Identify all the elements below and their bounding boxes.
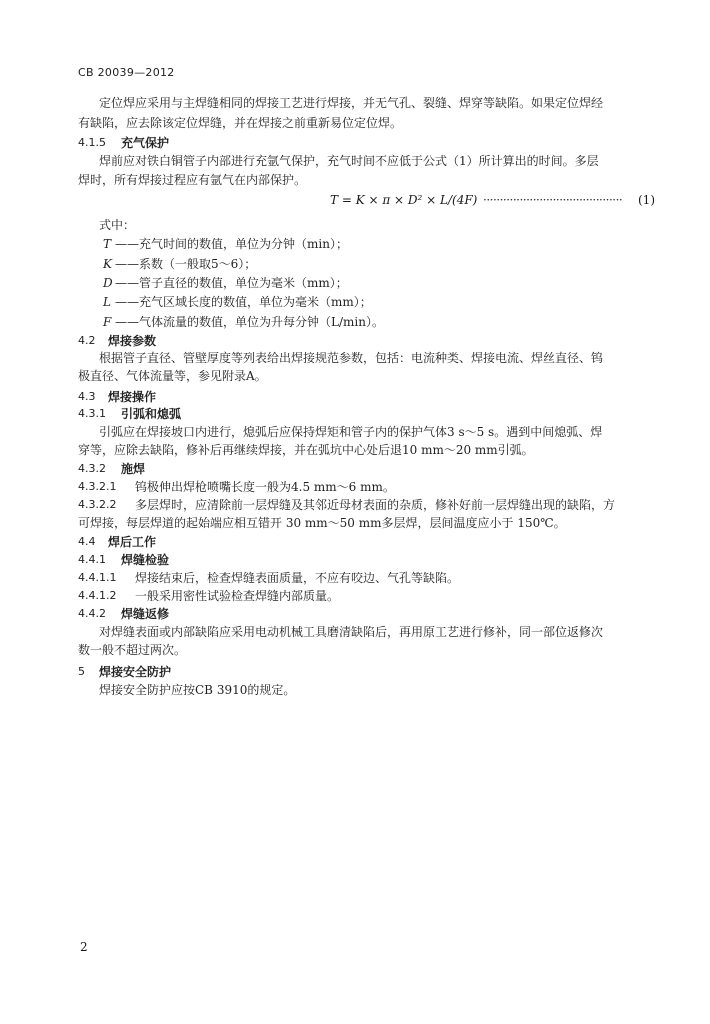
section-title: 焊接参数: [108, 334, 157, 348]
variable-definition: [103, 314, 384, 330]
formula: T = K × π × D² × L/(4F): [330, 193, 478, 207]
variable-definition: [103, 236, 348, 252]
variable-description: ——充气时间的数值，单位为分钟（min）；: [115, 237, 348, 251]
paragraph-line: 极直径、气体流量等，参见附录A。: [78, 369, 267, 383]
paragraph-line: 焊前应对铁白铜管子内部进行充氩气保护，充气时间不应低于公式（1）所计算出的时间。多层: [99, 154, 599, 168]
variable-description: ——气体流量的数值，单位为升每分钟（L/min）。: [115, 315, 384, 329]
section-number: 4.1.5: [78, 136, 106, 149]
paragraph-line: 引弧应在焊接坡口内进行，熄弧后应保持焊矩和管子内的保护气体3 s～5 s。遇到中间熄弧、焊: [99, 425, 603, 439]
paragraph-line: 根据管子直径、管壁厚度等列表给出焊接规范参数，包括：电流种类、焊接电流、焊丝直径、钨: [99, 351, 604, 365]
section-number: 4.4.1.2: [78, 589, 117, 602]
variable-definition: [103, 256, 256, 272]
where-label: 式中：: [99, 218, 136, 232]
variable-definition: [103, 275, 348, 291]
section-title: 施焊: [121, 462, 146, 476]
variable-description: ——系数（一般取5～6）；: [115, 257, 257, 271]
formula-leader-dots: ··········································: [483, 193, 623, 207]
paragraph-line: 一般采用密性试验检查焊缝内部质量。: [135, 589, 340, 603]
paragraph-line: 钨极伸出焊枪喷嘴长度一般为4.5 mm～6 mm。: [135, 480, 395, 494]
section-title: 焊缝检验: [121, 553, 170, 567]
variable-symbol: L: [103, 295, 111, 309]
section-number: 4.4.1: [78, 553, 106, 566]
section-number: 4.4.2: [78, 607, 106, 620]
paragraph-line: 可焊接，每层焊道的起始端应相互错开 30 mm～50 mm多层焊，层间温度应小于 150℃。: [78, 516, 566, 530]
section-number: 4.4.1.1: [78, 571, 117, 584]
section-number: 5: [78, 665, 85, 678]
variable-symbol: K: [103, 257, 112, 271]
variable-description: ——管子直径的数值，单位为毫米（mm）；: [115, 276, 348, 290]
paragraph-line: 定位焊应采用与主焊缝相同的焊接工艺进行焊接，并无气孔、裂缝、焊穿等缺陷。如果定位焊经: [99, 96, 604, 110]
section-number: 4.3.1: [78, 407, 106, 420]
paragraph-line: 焊时，所有焊接过程应有氩气在内部保护。: [78, 173, 307, 187]
paragraph-line: 多层焊时，应清除前一层焊缝及其邻近母材表面的杂质，修补好前一层焊缝出现的缺陷，方: [135, 498, 616, 512]
paragraph-line: 数一般不超过两次。: [78, 643, 187, 657]
variable-symbol: T: [103, 237, 112, 251]
section-number: 4.4: [78, 535, 96, 548]
section-title: 焊接安全防护: [99, 665, 172, 679]
standard-code-header: CB 20039—2012: [78, 66, 175, 79]
section-number: 4.2: [78, 334, 96, 347]
paragraph-line: 有缺陷，应去除该定位焊缝，并在焊接之前重新易位定位焊。: [78, 116, 403, 130]
section-title: 引弧和熄弧: [121, 407, 182, 421]
section-number: 4.3.2.1: [78, 480, 117, 493]
variable-definition: [103, 294, 372, 310]
section-number: 4.3.2: [78, 462, 106, 475]
equation-number: (1): [638, 193, 655, 207]
section-number: 4.3.2.2: [78, 498, 117, 511]
paragraph-line: 对焊缝表面或内部缺陷应采用电动机械工具磨清缺陷后，再用原工艺进行修补，同一部位返修次: [99, 625, 604, 639]
section-title: 焊缝返修: [121, 607, 170, 621]
section-title: 充气保护: [121, 136, 170, 150]
page-number: 2: [80, 940, 88, 954]
variable-symbol: F: [103, 315, 112, 329]
paragraph-line: 焊接结束后，检查焊缝表面质量，不应有咬边、气孔等缺陷。: [135, 571, 460, 585]
section-title: 焊接操作: [108, 390, 157, 404]
variable-symbol: D: [103, 276, 113, 290]
paragraph-line: 穿等，应除去缺陷，修补后再继续焊接，并在弧坑中心处后退10 mm～20 mm引弧。: [78, 443, 534, 457]
section-number: 4.3: [78, 390, 96, 403]
section-title: 焊后工作: [108, 535, 157, 549]
paragraph-line: 焊接安全防护应按CB 3910的规定。: [99, 683, 296, 697]
variable-description: ——充气区域长度的数值，单位为毫米（mm）；: [115, 295, 372, 309]
